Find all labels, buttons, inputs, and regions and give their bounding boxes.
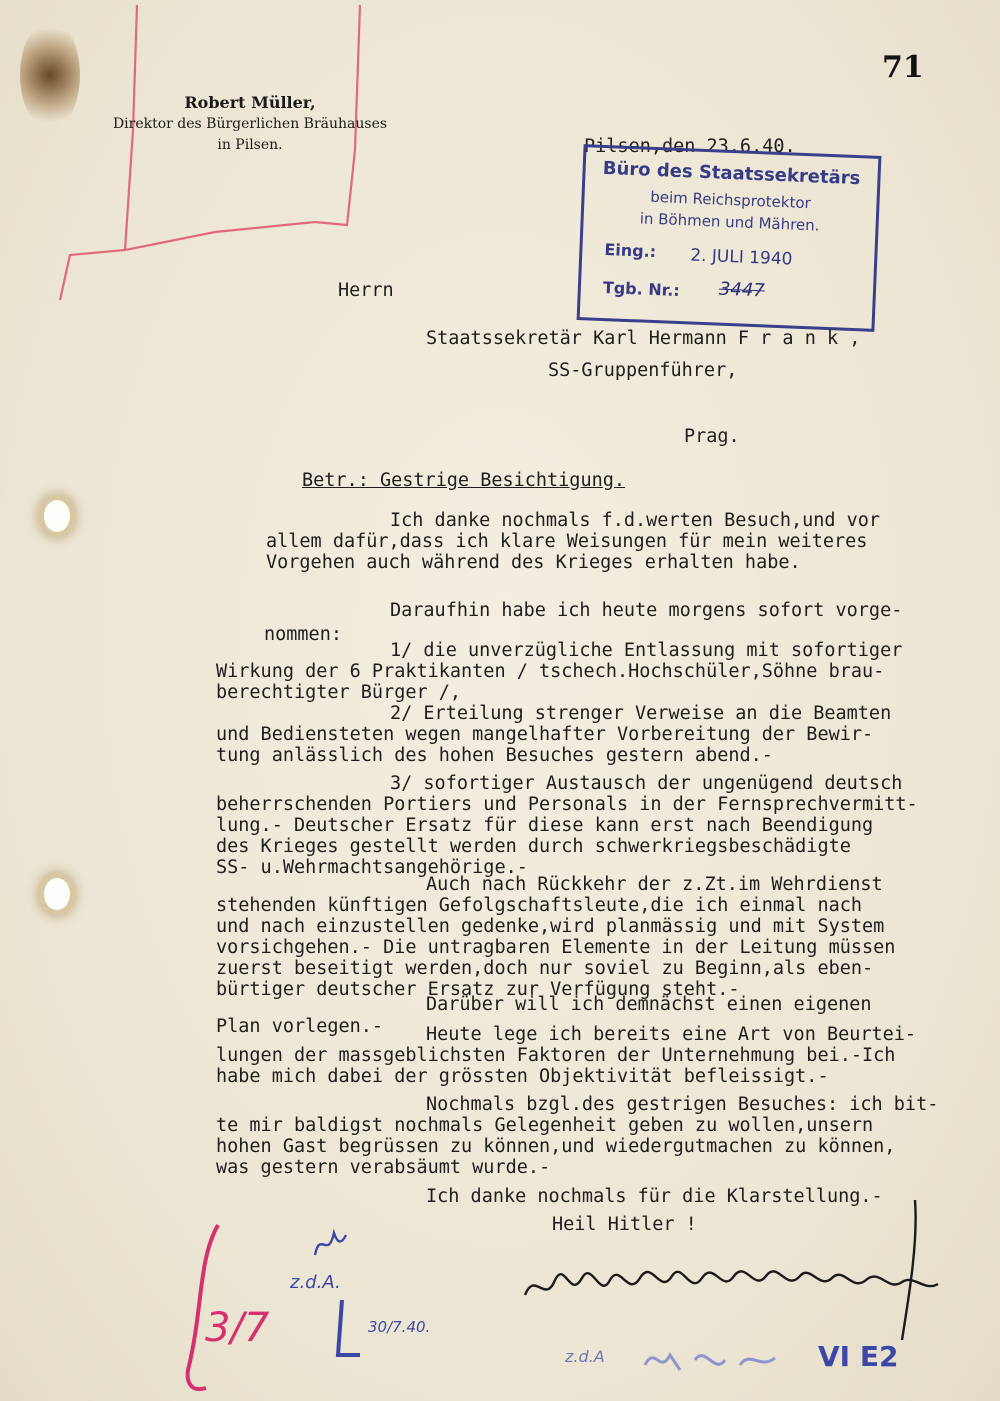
body-line: Wirkung der 6 Praktikanten / tschech.Hochschüler,Söhne brau- xyxy=(216,661,885,682)
body-line: hohen Gast begrüssen zu können,und wiedergutmachen zu können, xyxy=(216,1136,896,1157)
body-line: Darüber will ich demnächst einen eigenen xyxy=(426,994,872,1015)
blue-note-zda-2: z.d.A xyxy=(565,1347,605,1366)
stamp-line-2: beim Reichsprotektor xyxy=(649,187,812,213)
address-salutation: Herrn xyxy=(338,280,394,301)
body-line: Auch nach Rückkehr der z.Zt.im Wehrdienst xyxy=(426,874,883,895)
stamp-line-3: in Böhmen und Mähren. xyxy=(639,209,820,235)
stamp-tgb-value: 3447 xyxy=(718,278,766,302)
body-line: Heil Hitler ! xyxy=(552,1214,697,1235)
body-line: des Krieges gestellt werden durch schwerkriegsbeschädigte xyxy=(216,836,851,857)
body-line: vorsichgehen.- Die untragbaren Elemente in der Leitung müssen xyxy=(216,937,896,958)
body-line: bürtiger deutscher Ersatz zur Verfügung steht.- xyxy=(216,979,740,1000)
body-line: lungen der massgeblichsten Faktoren der Unternehmung bei.-Ich xyxy=(216,1045,896,1066)
blue-check-mark xyxy=(330,1295,370,1365)
stamp-tgb-label: Tgb. Nr.: xyxy=(602,277,681,301)
body-line: Ich danke nochmals für die Klarstellung.- xyxy=(426,1186,883,1207)
blue-note-date: 30/7.40. xyxy=(368,1318,431,1336)
page-number: 71 xyxy=(882,50,924,85)
blue-note-zda: z.d.A. xyxy=(290,1272,341,1293)
body-line: tung anlässlich des hohen Besuches gestern abend.- xyxy=(216,745,773,766)
address-recipient: Staatssekretär Karl Hermann F r a n k , xyxy=(426,328,861,349)
punch-hole-lower xyxy=(44,878,70,910)
body-line: Vorgehen auch während des Krieges erhalten habe. xyxy=(266,552,801,573)
body-line: 3/ sofortiger Austausch der ungenügend deutsch xyxy=(390,773,903,794)
body-line: beherrschenden Portiers und Personals in der Fernsprechvermitt- xyxy=(216,794,918,815)
letterhead-city: in Pilsen. xyxy=(217,137,283,153)
body-line: SS- u.Wehrmachtsangehörige.- xyxy=(216,857,528,878)
body-line: Nochmals bzgl.des gestrigen Besuches: ich bit- xyxy=(426,1094,939,1115)
place-date: Pilsen,den 23.6.40. xyxy=(584,136,796,157)
punch-hole-upper xyxy=(44,500,70,532)
body-line: nommen: xyxy=(264,624,342,645)
red-pencil-mark: 3/7 xyxy=(205,1305,270,1351)
letterhead-title: Direktor des Bürgerlichen Bräuhauses xyxy=(112,116,388,132)
handwritten-signature xyxy=(510,1200,950,1350)
body-line: stehenden künftigen Gefolgschaftsleute,die ich einmal nach xyxy=(216,895,863,916)
address-city: Prag. xyxy=(684,426,740,447)
body-line: und Bediensteten wegen mangelhafter Vorbereitung der Bewir- xyxy=(216,724,874,745)
red-corner-mark xyxy=(25,0,365,320)
blue-faded-scrawl xyxy=(640,1340,790,1380)
stamp-line-1: Büro des Staatssekretärs xyxy=(602,157,861,190)
body-line: 1/ die unverzügliche Entlassung mit sofortiger xyxy=(390,640,903,661)
body-line: habe mich dabei der grössten Objektivität befleissigt.- xyxy=(216,1066,829,1087)
body-line: und nach einzustellen gedenke,wird planmässig und mit System xyxy=(216,916,885,937)
stamp-eing-label: Eing.: xyxy=(604,240,657,262)
body-line: zuerst beseitigt werden,doch nur soviel zu Beginn,als eben- xyxy=(216,958,874,979)
letterhead xyxy=(90,92,410,156)
body-line: Heute lege ich bereits eine Art von Beurtei- xyxy=(426,1024,917,1045)
body-line: Daraufhin habe ich heute morgens sofort vorge- xyxy=(390,600,903,621)
body-line: 2/ Erteilung strenger Verweise an die Beamten xyxy=(390,703,892,724)
body-line: lung.- Deutscher Ersatz für diese kann erst nach Beendigung xyxy=(216,815,874,836)
subject-line: Betr.: Gestrige Besichtigung. xyxy=(302,470,626,491)
body-line: allem dafür,dass ich klare Weisungen für mein weiteres xyxy=(266,531,868,552)
received-stamp xyxy=(577,144,882,332)
letterhead-name: Robert Müller, xyxy=(184,93,316,112)
body-line: Plan vorlegen.- xyxy=(216,1016,384,1037)
address-rank: SS-Gruppenführer, xyxy=(548,360,738,381)
blue-initials-mark xyxy=(310,1225,350,1265)
blue-note-department: VI E2 xyxy=(818,1340,899,1373)
stamp-eing-date: 2. JULI 1940 xyxy=(689,245,793,270)
body-line: Ich danke nochmals f.d.werten Besuch,und vor xyxy=(390,510,881,531)
body-line: was gestern verabsäumt wurde.- xyxy=(216,1157,551,1178)
body-line: te mir baldigst nochmals Gelegenheit geben zu wollen,unsern xyxy=(216,1115,874,1136)
body-line: berechtigter Bürger /, xyxy=(216,682,462,703)
